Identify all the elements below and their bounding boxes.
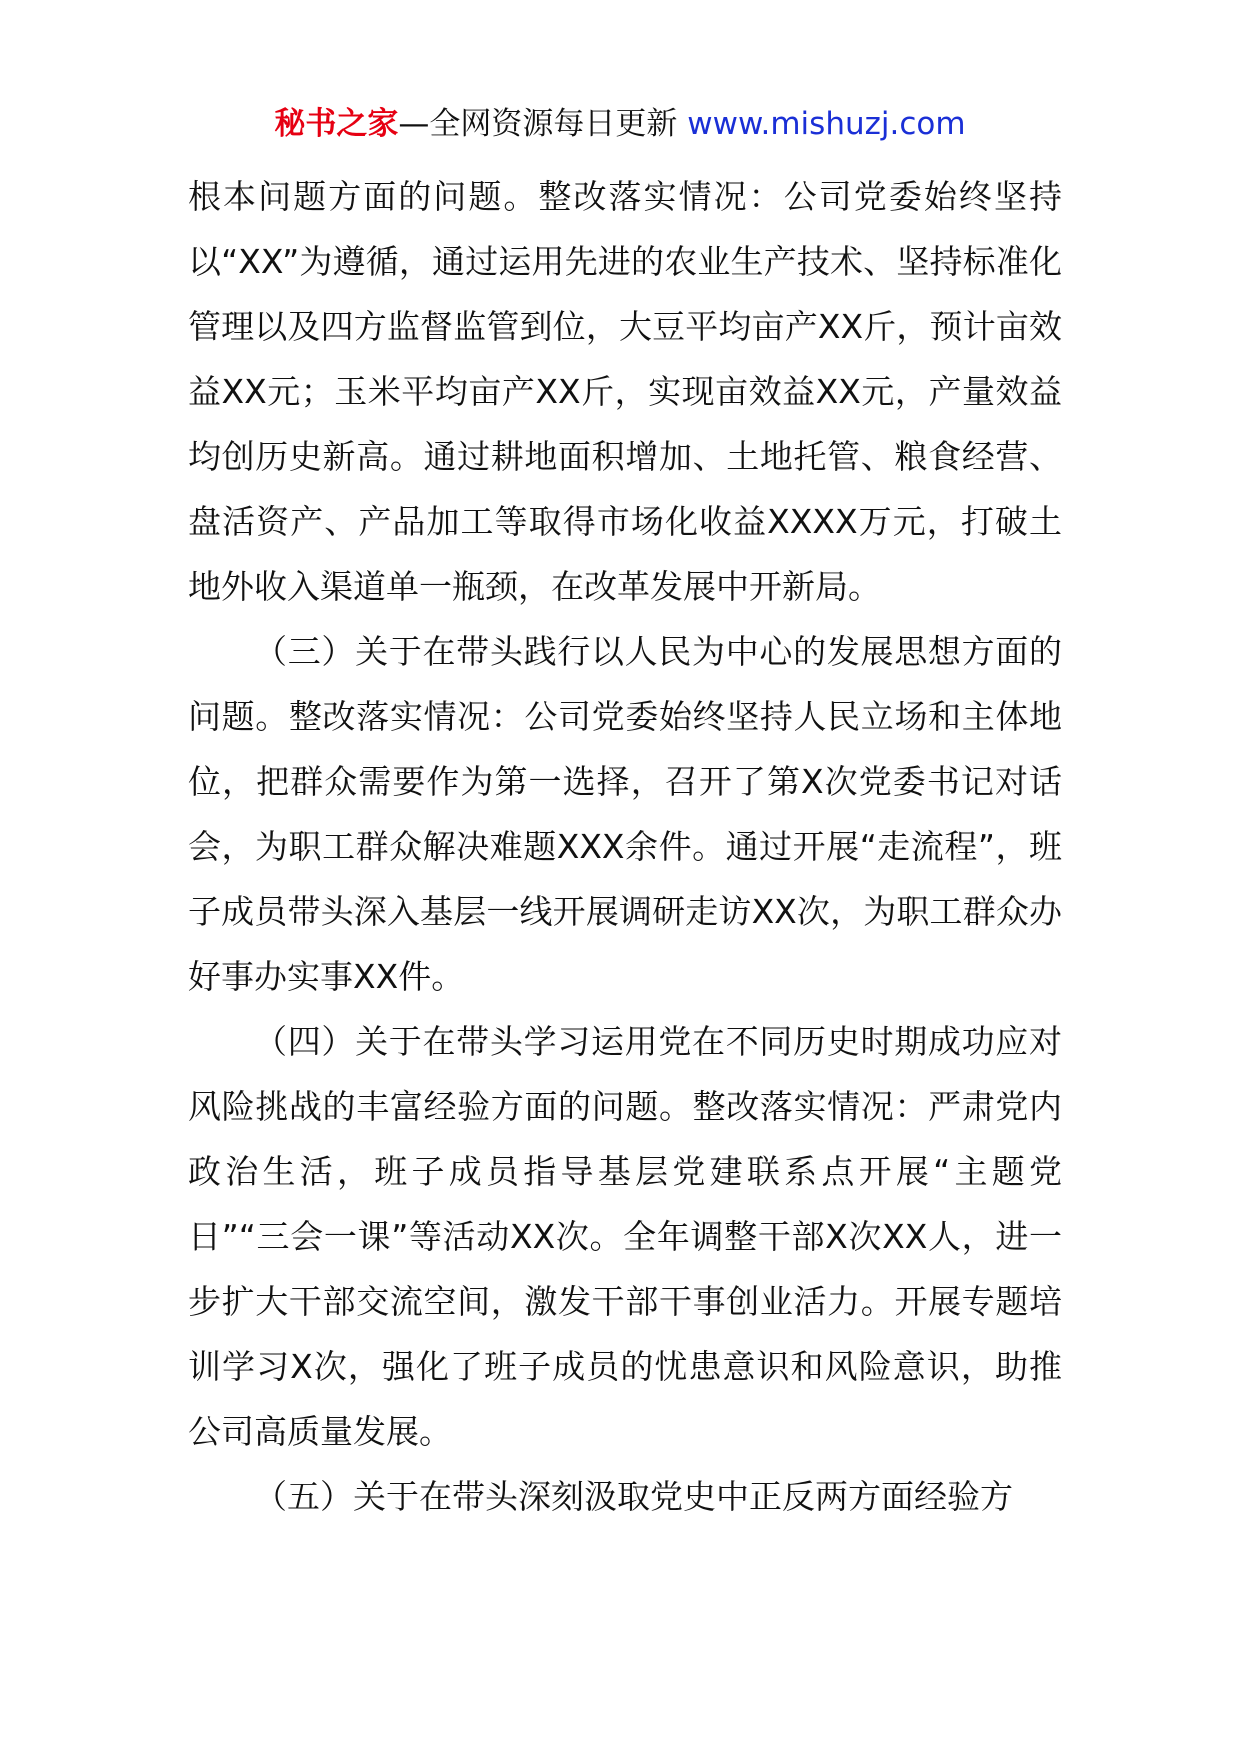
site-url-link[interactable]: www.mishuzj.com xyxy=(687,106,966,142)
paragraph-section-4: （四）关于在带头学习运用党在不同历史时期成功应对风险挑战的丰富经验方面的问题。整改落实情况：严肃党内政治生活，班子成员指导基层党建联系点开展“主题党日”“三会一课”等活动XX次。全年调整干部X次XX人，进一步扩大干部交流空间，激发干部干事创业活力。开展专题培训学习X次，强化了班子成员的忧患意识和风险意识，助推公司高质量发展。 xyxy=(188,1022,1062,1451)
paragraph-section-5: （五）关于在带头深刻汲取党史中正反两方面经验方 xyxy=(254,1477,1013,1516)
brand-name: 秘书之家 xyxy=(274,106,399,142)
paragraph-continued: 根本问题方面的问题。整改落实情况：公司党委始终坚持以“XX”为遵循，通过运用先进的农业生产技术、坚持标准化管理以及四方监督监管到位，大豆平均亩产XX斤，预计亩效益XX元；玉米平均亩产XX斤，实现亩效益XX元，产量效益均创历史新高。通过耕地面积增加、土地托管、粮食经营、盘活资产、产品加工等取得市场化收益XXXX万元，打破土地外收入渠道单一瓶颈，在改革发展中开新局。 xyxy=(188,177,1062,606)
paragraph-section-3: （三）关于在带头践行以人民为中心的发展思想方面的问题。整改落实情况：公司党委始终坚持人民立场和主体地位，把群众需要作为第一选择，召开了第X次党委书记对话会，为职工群众解决难题XXX余件。通过开展“走流程”，班子成员带头深入基层一线开展调研走访XX次，为职工群众办好事办实事XX件。 xyxy=(188,632,1062,996)
header-tagline: —全网资源每日更新 xyxy=(398,106,678,142)
page-header xyxy=(0,104,1240,144)
document-body xyxy=(188,164,1062,1529)
